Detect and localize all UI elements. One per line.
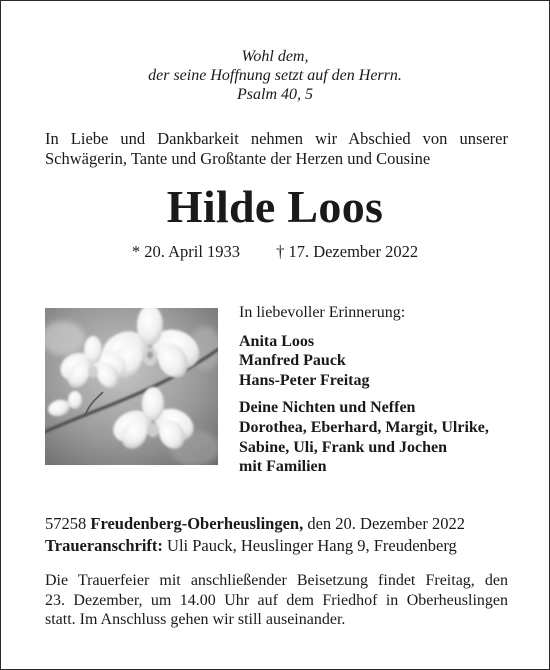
- funeral-line: 23. Dezember, um 14.00 Uhr auf dem Friedhof in Oberheuslingen: [45, 591, 508, 609]
- quote-line: der seine Hoffnung setzt auf den Herrn.: [148, 67, 402, 84]
- mourning-address-line: [45, 535, 515, 557]
- funeral-line: statt. Im Anschluss gehen wir still auseinander.: [45, 611, 346, 628]
- remembrance-heading: In liebevoller Erinnerung:: [239, 304, 406, 321]
- mourner-name: Anita Loos: [239, 332, 315, 350]
- orchid-illustration: [45, 308, 218, 465]
- intro-line: In Liebe und Dankbarkeit nehmen wir Abschied von unserer: [45, 129, 508, 148]
- spacer: [239, 390, 529, 398]
- family-group-line: Sabine, Uli, Frank und Jochen: [239, 438, 448, 456]
- mourner-name: Manfred Pauck: [239, 352, 346, 370]
- orchid-flowers-photo: [45, 308, 218, 465]
- family-group-line: Deine Nichten und Neffen: [239, 399, 416, 417]
- mourners-list: [239, 303, 529, 477]
- intro-text: [45, 129, 508, 169]
- funeral-line: Die Trauerfeier mit anschließender Beisetzung findet Freitag, den: [45, 572, 508, 589]
- funeral-details: [45, 571, 508, 630]
- family-group-line: Dorothea, Eberhard, Margit, Ulrike,: [239, 418, 489, 436]
- place-date-line: [45, 513, 515, 535]
- death-date: † 17. Dezember 2022: [276, 242, 419, 261]
- mourning-address: Uli Pauck, Heuslinger Hang 9, Freudenberg: [167, 536, 457, 555]
- notice-date: den 20. Dezember 2022: [307, 514, 465, 533]
- address-label: Traueranschrift:: [45, 536, 163, 555]
- postcode: 57258: [45, 514, 87, 533]
- deceased-name: Hilde Loos: [166, 181, 384, 232]
- mourner-name: Hans-Peter Freitag: [239, 371, 370, 389]
- place-and-address: [45, 513, 515, 557]
- intro-line: Schwägerin, Tante und Großtante der Herzen und Cousine: [45, 149, 431, 168]
- life-dates: [1, 242, 549, 262]
- bible-quote: [1, 47, 549, 104]
- quote-source: Psalm 40, 5: [237, 86, 313, 103]
- quote-line: Wohl dem,: [241, 48, 309, 65]
- family-group-line: mit Familien: [239, 458, 327, 476]
- birth-date: * 20. April 1933: [131, 242, 241, 261]
- town: Freudenberg-Oberheuslingen,: [90, 514, 304, 533]
